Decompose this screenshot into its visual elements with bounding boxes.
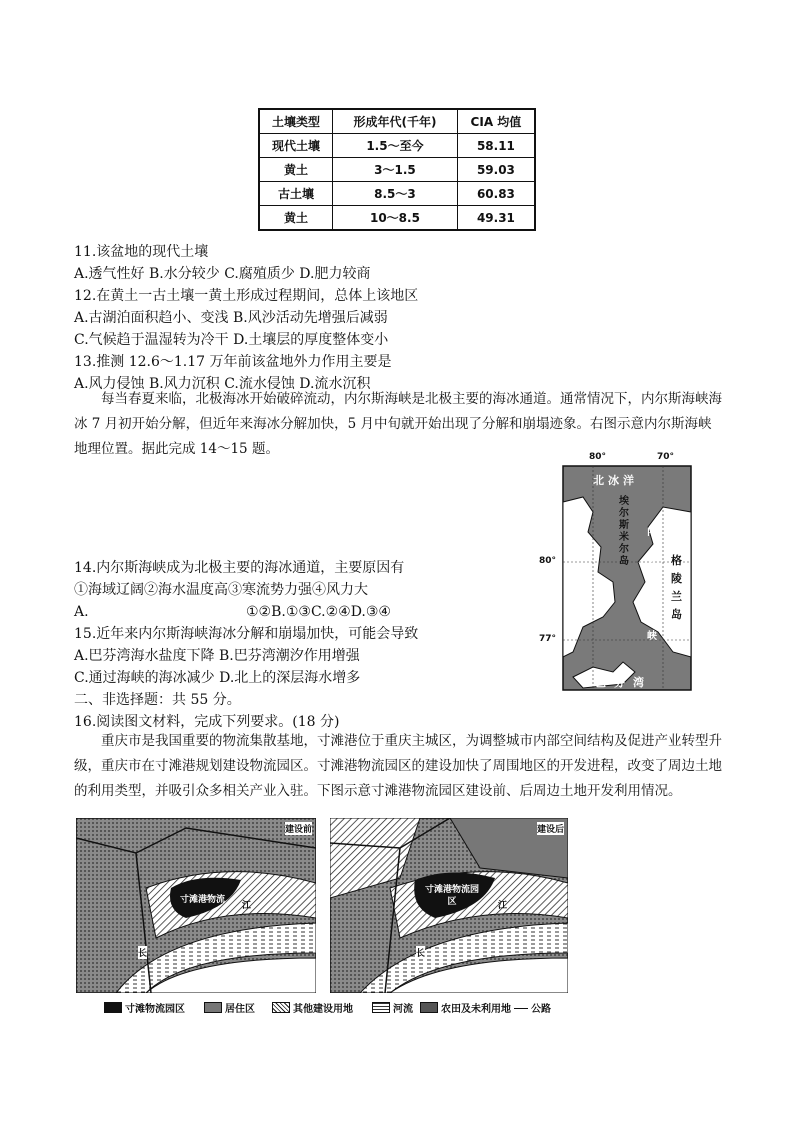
table-header: CIA 均值	[457, 109, 535, 134]
q13-options: A.风力侵蚀 B.风力沉积 C.流水侵蚀 D.流水沉积	[74, 376, 371, 392]
arctic-ocean-label: 北冰洋	[593, 474, 638, 487]
river-label: 江	[242, 901, 252, 911]
table-row	[259, 182, 535, 206]
legend-swatch	[420, 1002, 438, 1013]
nares-strait-label: 内尔斯海峡	[647, 527, 657, 642]
park-label: 寸滩港物流园区	[424, 885, 479, 907]
table-row	[259, 158, 535, 182]
legend-item: 寸滩物流园区	[104, 1000, 185, 1015]
table-header: 土壤类型	[259, 109, 333, 134]
nares-strait-map	[539, 452, 693, 692]
table-cell: 1.5～至今	[333, 134, 458, 158]
legend-item: 河流	[372, 1000, 413, 1015]
latitude-label: 80°	[539, 556, 557, 566]
table-cell: 60.83	[457, 182, 535, 206]
q15-option-line: C.通过海峡的海冰减少 D.北上的深层海水增多	[74, 670, 361, 686]
q11-options: A.透气性好 B.水分较少 C.腐殖质少 D.肥力较商	[74, 266, 371, 282]
map-legend	[104, 998, 551, 1016]
after-label: 建设后	[537, 822, 564, 835]
legend-item: 其他建设用地	[272, 1000, 353, 1015]
longitude-label: 70°	[657, 452, 675, 462]
table-cell: 10～8.5	[333, 206, 458, 231]
q14-option-a-label: A.	[74, 604, 89, 620]
table-cell: 现代土壤	[259, 134, 333, 158]
table-header-row	[259, 109, 535, 134]
longitude-label: 80°	[589, 452, 607, 462]
table-cell: 58.11	[457, 134, 535, 158]
latitude-label: 77°	[539, 634, 557, 644]
table-cell: 3～1.5	[333, 158, 458, 182]
ellesmere-island-label: 埃尔斯米尔岛	[619, 496, 629, 567]
q13-stem: 13.推测 12.6～1.17 万年前该盆地外力作用主要是	[74, 354, 392, 370]
legend-road-swatch	[514, 1008, 528, 1009]
table-row	[259, 134, 535, 158]
q16-stem: 16.阅读图文材料，完成下列要求。(18 分)	[74, 714, 340, 730]
table-header: 形成年代(千年)	[333, 109, 458, 134]
legend-item: 公路	[514, 1000, 551, 1015]
table-cell: 黄土	[259, 158, 333, 182]
q12-option-line: C.气候趋于温湿转为冷干 D.土壤层的厚度整体变小	[74, 332, 389, 348]
q14-options: ①②B.①③C.②④D.③④	[246, 604, 391, 620]
greenland-label: 格陵兰岛	[671, 554, 682, 621]
before-label: 建设前	[285, 822, 312, 835]
q14-items: ①海域辽阔②海水温度高③寒流势力强④风力大	[74, 582, 368, 598]
map-before	[76, 818, 316, 993]
q11-stem: 11.该盆地的现代土壤	[74, 244, 209, 260]
q15-option-line: A.巴芬湾海水盐度下降 B.巴芬湾潮汐作用增强	[74, 648, 360, 664]
legend-item: 农田及未利用地	[420, 1000, 511, 1015]
table-cell: 古土壤	[259, 182, 333, 206]
passage-nares-strait: 每当春夏来临，北极海冰开始破碎流动，内尔斯海峡是北极主要的海冰通道。通常情况下，内尔斯海峡海冰 7 月初开始分解，但近年来海冰分解加快，5 月中旬就开始出现了分解和崩塌迹象。右图示意内尔斯海峡地理位置。据此完成 14～15 题。	[74, 391, 722, 457]
park-label: 寸滩港物流	[180, 895, 226, 905]
map-after	[330, 818, 568, 993]
table-cell: 49.31	[457, 206, 535, 231]
legend-swatch	[372, 1002, 390, 1013]
table-cell: 黄土	[259, 206, 333, 231]
legend-swatch	[204, 1002, 222, 1013]
table-row	[259, 206, 535, 231]
q12-stem: 12.在黄土一古土壤一黄土形成过程期间，总体上该地区	[74, 288, 419, 304]
river-label: 江	[498, 901, 508, 911]
table-cell: 59.03	[457, 158, 535, 182]
q14-stem: 14.内尔斯海峡成为北极主要的海冰通道，主要原因有	[74, 560, 405, 576]
section-title: 二、非选择题：共 55 分。	[74, 692, 241, 708]
river-label: 长	[138, 946, 147, 959]
legend-item: 居住区	[204, 1000, 255, 1015]
q12-option-line: A.古湖泊面积趋小、变浅 B.风沙活动先增强后减弱	[74, 310, 388, 326]
soil-table	[258, 108, 536, 231]
legend-swatch	[272, 1002, 290, 1013]
baffin-bay-label: 巴芬湾	[595, 676, 652, 689]
river-label: 长	[416, 946, 425, 959]
table-cell: 8.5～3	[333, 182, 458, 206]
q15-stem: 15.近年来内尔斯海峡海冰分解和崩塌加快，可能会导致	[74, 626, 419, 642]
legend-swatch	[104, 1002, 122, 1013]
passage-cuntan-port: 重庆市是我国重要的物流集散基地，寸滩港位于重庆主城区，为调整城市内部空间结构及促进产业转型升级，重庆市在寸滩港规划建设物流园区。寸滩港物流园区的建设加快了周围地区的开发进程，改变了周边土地的利用类型，并吸引众多相关产业入驻。下图示意寸滩港物流园区建设前、后周边土地开发利用情况。	[74, 733, 722, 799]
